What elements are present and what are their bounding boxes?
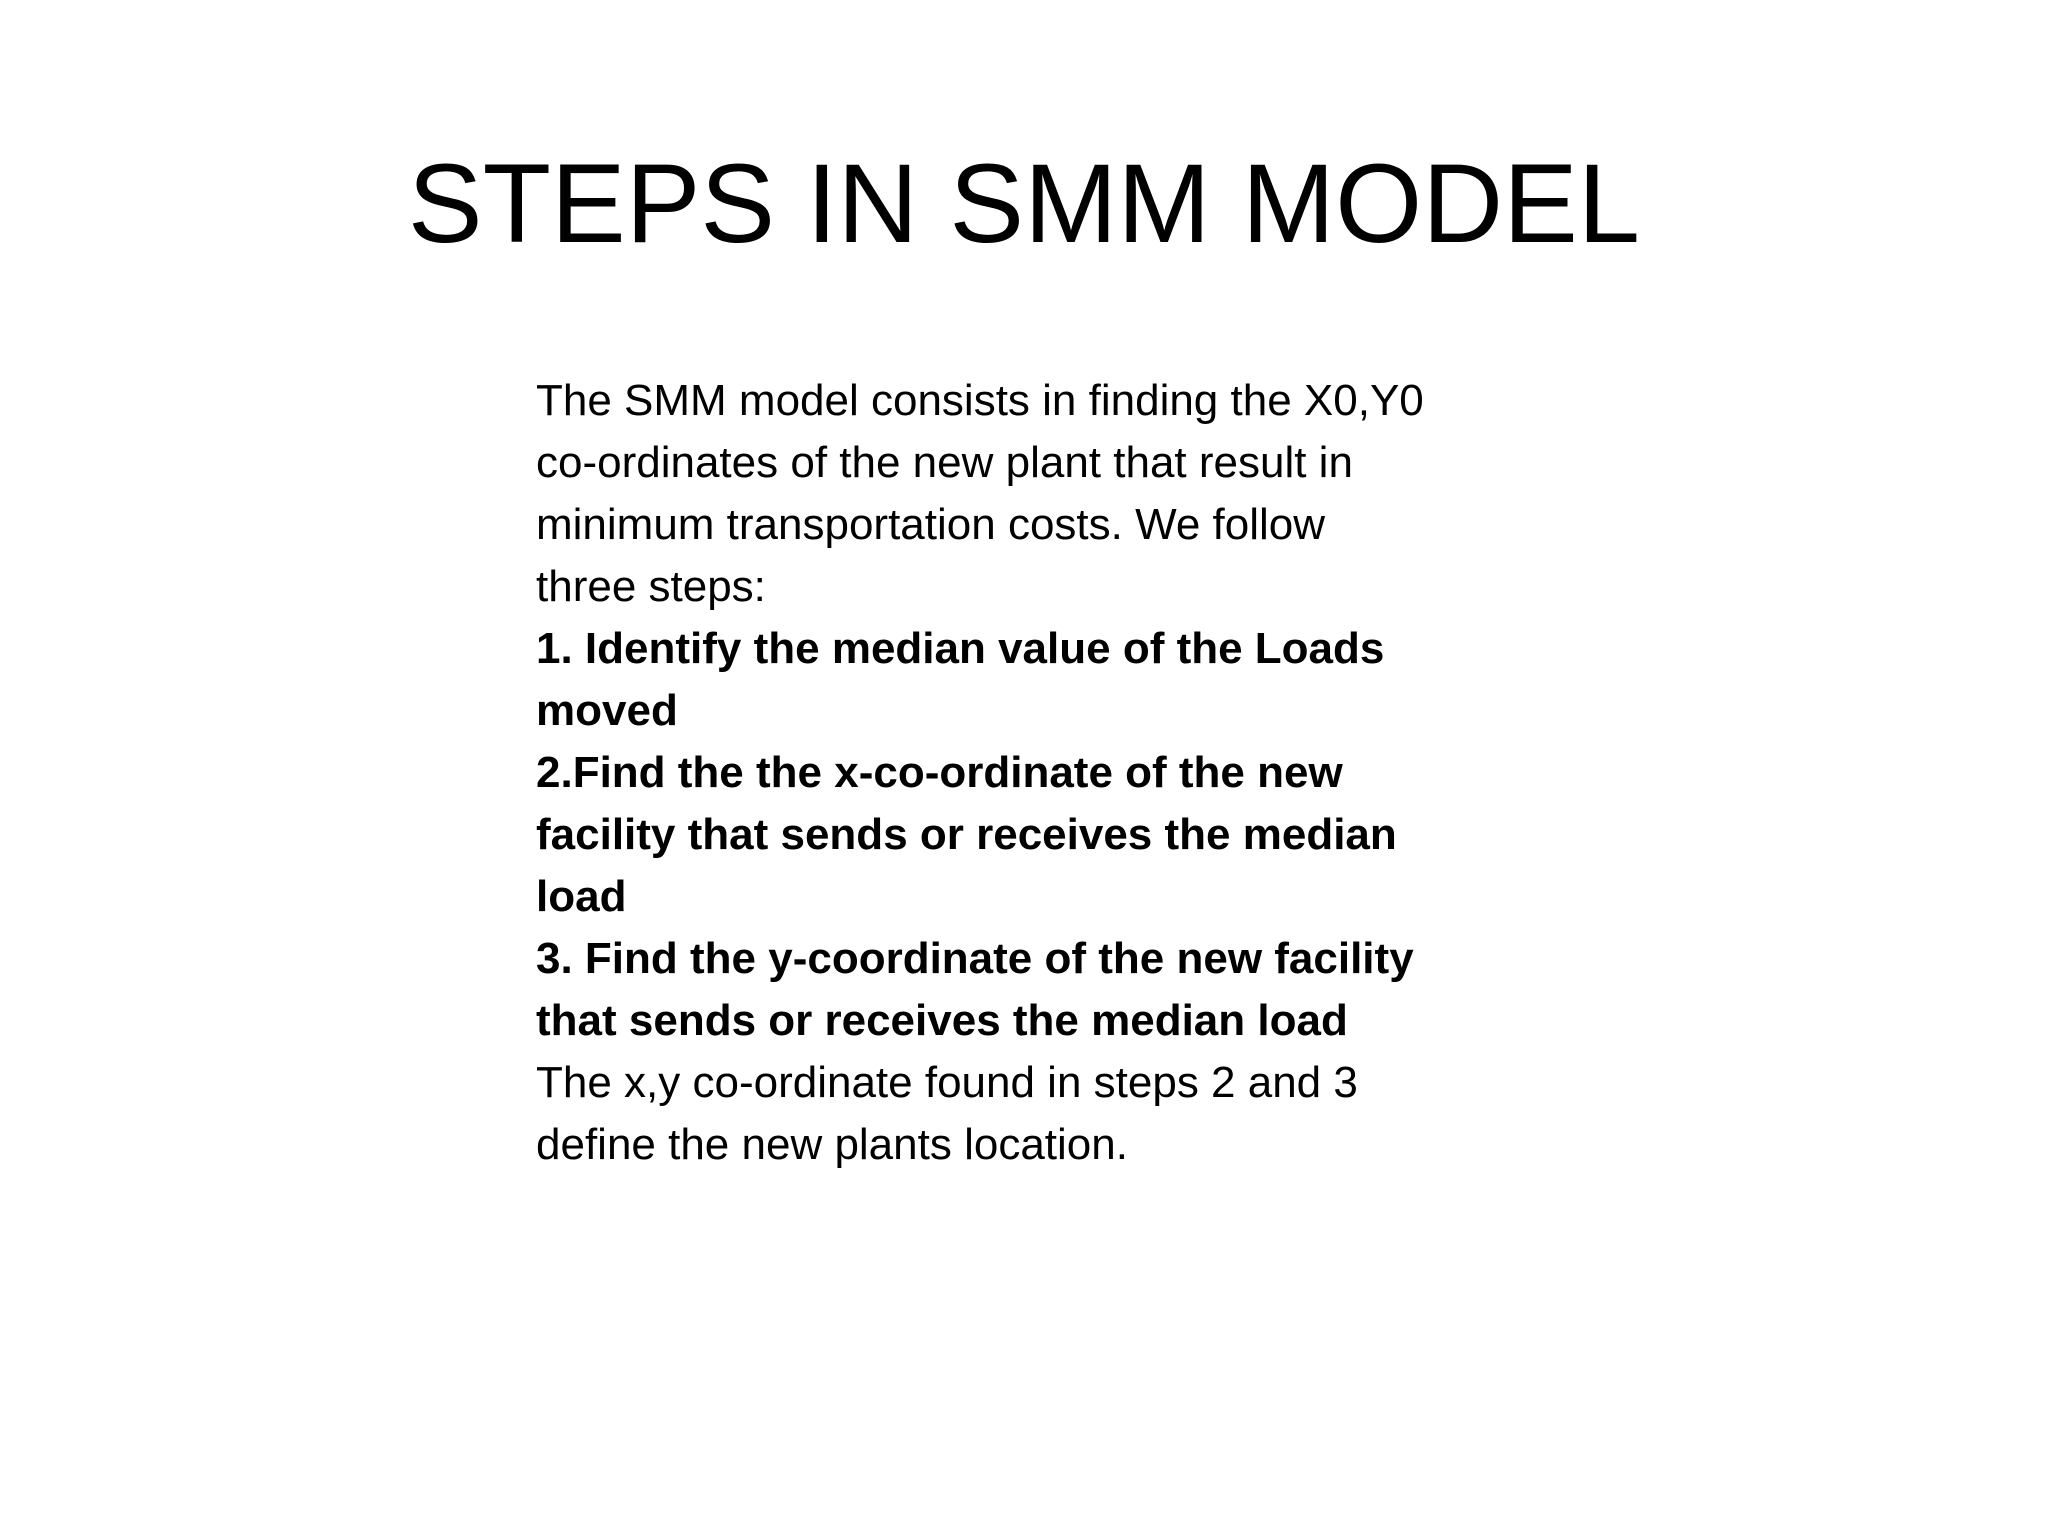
body-line-step-1a: 1. Identify the median value of the Loads xyxy=(536,624,1385,673)
body-line-conclusion-1: The x,y co-ordinate found in steps 2 and 3 xyxy=(536,1058,1358,1107)
body-line-intro-1: The SMM model consists in finding the X0,Y0 xyxy=(536,376,1424,425)
body-line-step-1b: moved xyxy=(536,686,678,735)
body-line-step-3a: 3. Find the y-coordinate of the new facility xyxy=(536,934,1414,983)
body-line-conclusion-2: define the new plants location. xyxy=(536,1120,1128,1169)
slide-title: STEPS IN SMM MODEL xyxy=(407,141,1641,266)
body-line-step-2c: load xyxy=(536,872,627,921)
body-line-step-3b: that sends or receives the median load xyxy=(536,996,1348,1045)
body-line-intro-3: minimum transportation costs. We follow xyxy=(536,500,1326,549)
body-line-step-2a: 2.Find the the x-co-ordinate of the new xyxy=(536,748,1343,797)
body-line-intro-2: co-ordinates of the new plant that result in xyxy=(536,438,1353,487)
body-line-intro-4: three steps: xyxy=(536,562,766,611)
body-line-step-2b: facility that sends or receives the median xyxy=(536,810,1397,859)
slide-body xyxy=(536,370,1536,1176)
